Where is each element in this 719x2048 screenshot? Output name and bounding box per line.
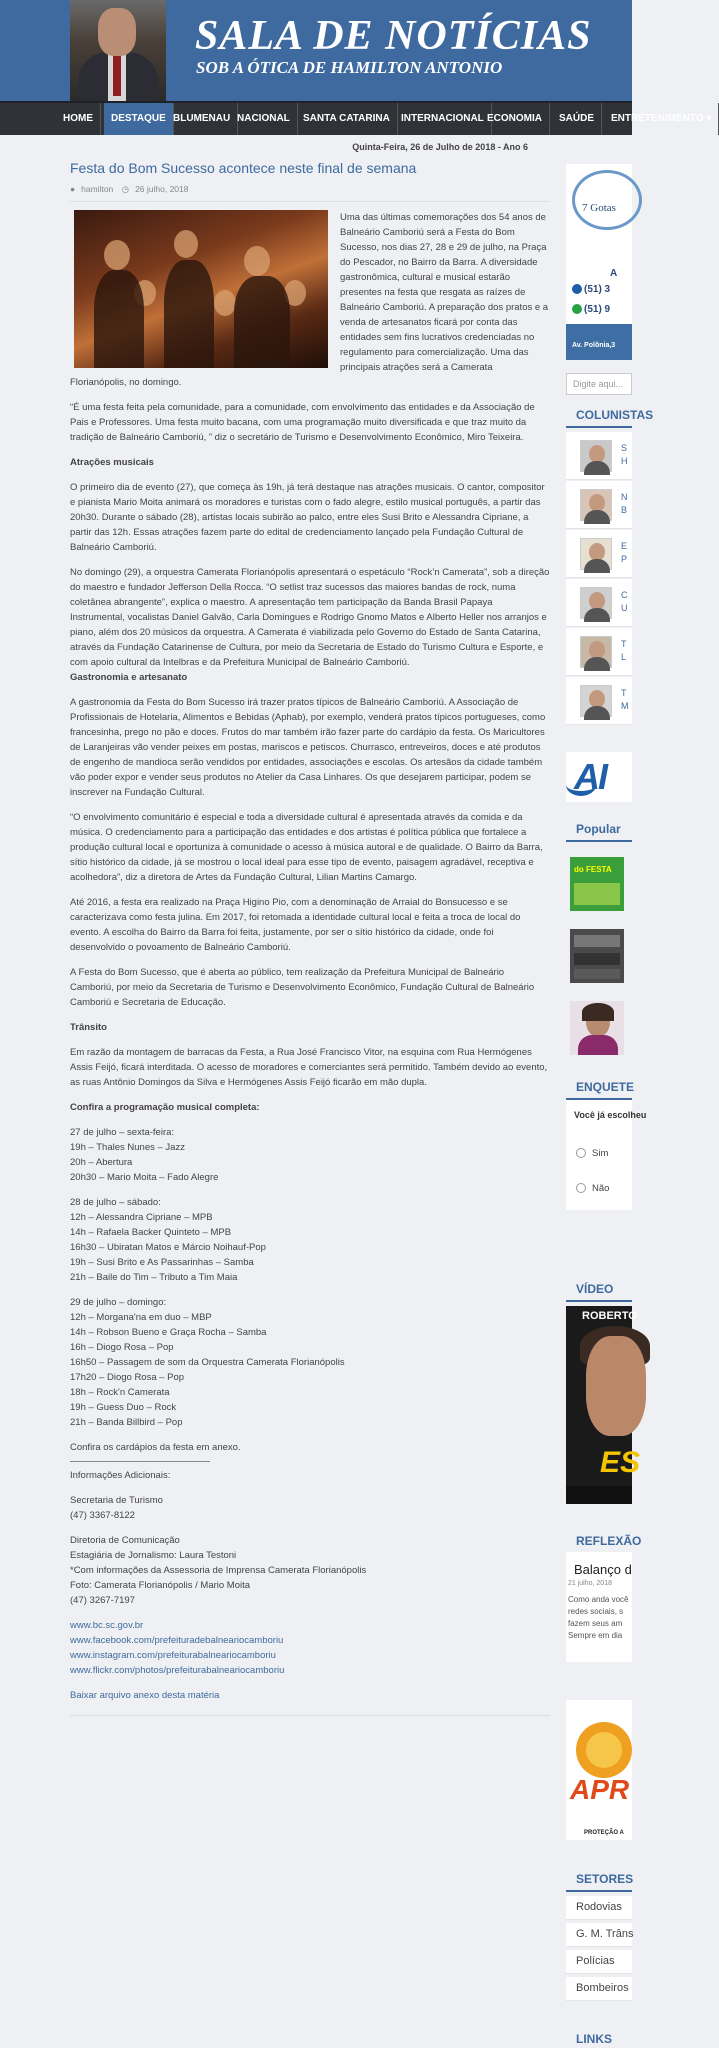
contact-block-2 [70,1533,550,1608]
ad-address: Av. Polônia,3 [572,342,616,349]
text-line: 17h20 – Diogo Rosa – Pop [70,1372,185,1383]
video-title: VÍDEO [576,1282,614,1296]
article-paragraph: O primeiro dia de evento (27), que começa às 19h, já terá destaque nas atrações musicais. O cantor, compositor e pianista Mario Moita animará os moradores e turistas com o fado alegre, estilo musical português, a partir das 20h30. Durante o sábado (28), artistas locais subirão ao palco, entre eles Susi Brito e Alessandra Cipriane, a partir das 12h. Essas atrações fazem parte do edital de credenciamento lançado pela Fundação Cultural de Balneário Camboriú. [70,482,545,553]
text-line: 19h – Thales Nunes – Jazz [70,1142,185,1153]
external-link[interactable]: www.flickr.com/photos/prefeiturabalneariocamboriu [70,1665,285,1676]
text-line: 14h – Rafaela Backer Quinteto – MPB [70,1227,232,1238]
colunista-item[interactable] [566,579,632,627]
colunista-name: N B [621,492,628,515]
text-line: *Com informações da Assessoria de Imprensa Camerata Florianópolis [70,1565,367,1576]
current-date: Quinta-Feira, 26 de Julho de 2018 - Ano 6 [352,142,528,152]
avatar [580,440,612,472]
divider [70,1715,550,1716]
external-link[interactable]: www.facebook.com/prefeituradebalneariocamboriu [70,1635,284,1646]
article-intro: Uma das últimas comemorações dos 54 anos de Balneário Camboriú será a Festa do Bom Sucesso, nos dias 27, 28 e 29 de julho, na Praça do Pescador, no Bairro da Barra. A diversidade gastronômica, cultural e musical estarão presentes na festa que resgata as raízes de Balneário Camboriú. A preparação dos pratos e a venda de artesanatos ficará por conta das entidades sem fins lucrativos credenciadas no regulamento para comercialização. Uma das principais atrações será a Camerata Florianópolis, no domingo. [70,212,549,388]
nav-item-santa-catarina[interactable]: SANTA CATARINA [296,103,398,135]
avatar [580,587,612,619]
text-line: 29 de julho – domingo: [70,1297,167,1308]
poll-question: Você já escolheu [574,1110,647,1120]
text-line: (47) 3367-8122 [70,1510,135,1521]
article-paragraph: Em razão da montagem de barracas da Festa, a Rua José Francisco Vitor, na esquina com Rua Hermógenes Assis Feijó, ficará interditada. O acesso de moradores e comerciantes será permitido. Também devido ao evento, as ruas Antônio Domingos da Silva e Hermógenes Assis Feijó ficarão em mão dupla. [70,1047,548,1088]
text-line: Foto: Camerata Florianópolis / Mario Moita [70,1580,251,1591]
article-meta [70,184,550,202]
poll-option-label: Sim [592,1148,609,1159]
radio-button[interactable] [576,1148,586,1158]
avatar [580,636,612,668]
external-link[interactable]: www.bc.sc.gov.br [70,1620,144,1631]
schedule-day-1 [70,1125,550,1185]
video-overlay: ES [600,1446,641,1479]
nav-item-destaque[interactable]: DESTAQUE [104,103,174,135]
popular-item[interactable] [570,929,624,983]
colunista-item[interactable] [566,530,632,578]
ad3-text: APR [570,1774,630,1805]
setores-title: SETORES [576,1872,634,1886]
colunistas-title: COLUNISTAS [576,408,654,422]
avatar [580,489,612,521]
text-line: 28 de julho – sábado: [70,1197,161,1208]
text-line: 20h – Abertura [70,1157,133,1168]
ad-brand: 7 Gotas [582,202,616,214]
poll-option-label: Não [592,1183,610,1194]
text-line: 16h – Diogo Rosa – Pop [70,1342,174,1353]
video-label: ROBERTO [582,1310,637,1322]
link-list [70,1618,550,1678]
clock-icon: ◷ [121,184,130,194]
poll-option-nao[interactable] [576,1183,609,1194]
ad-banner-apr[interactable] [566,1700,632,1840]
nav-item-internacional[interactable]: INTERNACIONAL [394,103,492,135]
download-attachment-link[interactable]: Baixar arquivo anexo desta matéria [70,1690,220,1701]
phone-icon [572,284,582,294]
schedule-day-2 [70,1195,550,1285]
search-input[interactable]: Digite aqui... [566,373,632,395]
reflexao-title: REFLEXÃO [576,1534,642,1548]
setor-link[interactable]: Rodovias [566,1896,632,1920]
colunista-item[interactable] [566,432,632,480]
nav-item-home[interactable]: HOME [56,103,101,135]
setor-link[interactable]: Polícias [566,1950,632,1974]
external-link[interactable]: www.instagram.com/prefeiturabalneariocamboriu [70,1650,276,1661]
popular-item[interactable] [570,1001,624,1055]
divider [566,1300,632,1302]
reflexao-item-title[interactable]: Balanço d [574,1562,632,1577]
article-title[interactable]: Festa do Bom Sucesso acontece neste final de semana [70,160,417,176]
text-line: 21h – Baile do Tim – Tributo a Tim Maia [70,1272,238,1283]
article-body [70,210,550,1716]
article-author[interactable]: hamilton [81,184,114,194]
enquete-title: ENQUETE [576,1080,635,1094]
contact-block-1 [70,1493,550,1523]
schedule-day-3 [70,1295,550,1430]
text-line: 21h – Banda Billbird – Pop [70,1417,183,1428]
article-photo [74,210,328,368]
poll-option-sim[interactable] [576,1148,608,1159]
divider [70,1461,210,1462]
popular-title: Popular [576,822,621,836]
colunista-name: S H [621,443,628,466]
article-paragraph: Confira os cardápios da festa em anexo. [70,1442,241,1453]
text-line: 19h – Guess Duo – Rock [70,1402,177,1413]
ad-phone-2: (51) 9 [584,304,611,315]
site-title[interactable]: SALA DE NOTÍCIAS [195,13,592,59]
article-paragraph: Até 2016, a festa era realizado na Praça Higino Pio, com a denominação de Arraial do Bonsucesso e se caracterizava como festa julina. Em 2017, foi retomada a identidade cultural local e feita a troca de local do evento. A escolha do Bairro da Barra foi feita, justamente, por ser o sítio histórico da cidade, onde foi desenvolvido o povoamento de Balneário Camboriú. [70,897,521,953]
divider [566,426,632,428]
article-main [70,160,550,1716]
main-nav [0,101,712,135]
text-line: 12h – Morgana'na em duo – MBP [70,1312,212,1323]
popular-badge: do FESTA [574,865,612,874]
divider [566,1890,632,1892]
ad-logo-icon: AI [574,756,606,797]
text-line: redes sociais, s [568,1607,624,1616]
site-subtitle: SOB A ÓTICA DE HAMILTON ANTONIO [196,58,503,77]
popular-item[interactable] [570,857,624,911]
colunista-name: C U [621,590,628,613]
avatar [580,685,612,717]
text-line: (47) 3267-7197 [70,1595,135,1606]
site-header [0,0,632,101]
section-heading-gastronomia: Gastronomia e artesanato [70,672,188,683]
nav-item-economia[interactable]: ECONOMIA [480,103,550,135]
text-line: 27 de julho – sexta-feira: [70,1127,175,1138]
section-heading-transito: Trânsito [70,1022,107,1033]
ad-banner-7gotas[interactable] [566,164,632,360]
text-line: 14h – Robson Bueno e Graça Rocha – Samba [70,1327,267,1338]
text-line: Como anda você [568,1595,629,1604]
ad-letter: A [610,268,618,279]
text-line: 16h50 – Passagem de som da Orquestra Camerata Florianópolis [70,1357,345,1368]
colunista-name: E P [621,541,628,564]
links-title: LINKS [576,2032,612,2046]
text-line: 19h – Susi Brito e As Passarinhas – Samba [70,1257,254,1268]
text-line: fazem seus am [568,1619,623,1628]
nav-item-blumenau[interactable]: BLUMENAU [166,103,238,135]
article-paragraph: A gastronomia da Festa do Bom Sucesso irá trazer pratos típicos de Balneário Camboriú. A Associação de Profissionais de Hotelaria, Alimentos e Bebidas (Aphab), por exemplo, venderá pratos típicos portugueses, como francesinha, prego no pão e doces. Frutos do mar também irão fazer parte do cardápio da festa. Os Maricultores de Laranjeiras vão vender peixes em postas, mariscos e petiscos. Churrasco, entreveiros, doces e até produtos de engenho de mandioca serão vendidos por entidades, associações e escolas. Os artesãos da cidade também vão poder expor e vender seus produtos no Atelier da Casa Linhares. Os que desejarem participar, podem se inscrever na Fundação Cultural. [70,697,546,798]
reflexao-excerpt [568,1594,648,1642]
nav-item-entretenimento[interactable]: ENTRETENIMENTO ▾ [604,103,719,135]
text-line: Sempre em dia [568,1631,623,1640]
text-line: 18h – Rock'n Camerata [70,1387,170,1398]
colunista-item[interactable] [566,628,632,676]
ad3-sub: PROTEÇÃO A [584,1830,624,1836]
author-portrait [70,0,166,101]
text-line: 16h30 – Ubiratan Matos e Márcio Noihauf-Pop [70,1242,266,1253]
avatar [580,538,612,570]
text-line: Secretaria de Turismo [70,1495,163,1506]
colunista-item[interactable] [566,481,632,529]
text-line: 12h – Alessandra Cipriane – MPB [70,1212,213,1223]
text-line: Estagiária de Jornalismo: Laura Testoni [70,1550,237,1561]
article-quote-1: “É uma festa feita pela comunidade, para a comunidade, com envolvimento das entidades e da Associação de Pais e Professores. Uma festa muito bacana, com uma programação muito diversificada e que traz muito da tradição de Balneário Camboriú, ” diz o secretário de Turismo e Desenvolvimento Econômico, Miro Teixeira. [70,402,535,443]
video-player[interactable] [566,1306,641,1504]
colunista-item[interactable] [566,677,632,725]
info-label: Informações Adicionais: [70,1470,171,1481]
reflexao-date: 21 julho, 2018 [568,1580,612,1587]
setor-link[interactable]: G. M. Trâns [566,1923,632,1947]
radio-button[interactable] [576,1183,586,1193]
divider [566,840,632,842]
article-paragraph: A Festa do Bom Sucesso, que é aberta ao público, tem realização da Prefeitura Municipal de Balneário Camboriú, por meio da Secretaria de Turismo e Desenvolvimento Econômico, Fundação Cultural de Balneário Camboriú e Secretaria de Educação. [70,967,535,1008]
text-line: 20h30 – Mario Moita – Fado Alegre [70,1172,219,1183]
colunista-name: T M [621,688,629,711]
section-heading-atracoes: Atrações musicais [70,457,154,468]
nav-item-saúde[interactable]: SAÚDE [552,103,602,135]
ad-phone-1: (51) 3 [584,284,611,295]
section-heading-programacao: Confira a programação musical completa: [70,1102,260,1113]
nav-item-nacional[interactable]: NACIONAL [230,103,298,135]
article-paragraph: No domingo (29), a orquestra Camerata Florianópolis apresentará o espetáculo “Rock’n Camerata”, sob a direção do maestro e fundador Jefferson Della Rocca. “O setlist traz sucessos das maiores bandas de rock, numa coletânea abrangente”, explica o maestro. A apresentação tem participação da Banda Brasil Papaya Instrumental, vocalistas Daniel Galvão, Carla Domingues e Rodrigo Gnomo Matos e Alberto Heller nos arranjos e piano, além dos 20 músicos da orquestra. A Camerata é viabilizada pelo Governo do Estado de Santa Catarina, através da Fundação Catarinense de Cultura, por meio da Secretaria de Estado do Turismo Cultura e Esporte, e com apoio cultural da Intelbras e da Prefeitura Municipal de Balneário Camboriú. [70,567,550,668]
article-quote-2: “O envolvimento comunitário é especial e toda a diversidade cultural é apresentada através da comida e da música. O credenciamento para a participação das entidades e dos artistas é política pública que fortalece a produção cultural local e oportuniza à comunidade o acesso à música autoral e de qualidade. O Bairro da Barra, sítio histórico da cidade, já se mostrou o local ideal para esse tipo de evento, paisagem agradável, receptiva e acolhedora”, diz a diretora de Artes da Fundação Cultural, Lilian Martins Camargo. [70,812,543,883]
text-line: Diretoria de Comunicação [70,1535,180,1546]
setor-link[interactable]: Bombeiros [566,1977,632,2001]
whatsapp-icon [572,304,582,314]
author-icon: ● [70,184,76,194]
colunista-name: T L [621,639,627,662]
article-date: 26 julho, 2018 [135,184,189,194]
ad-banner-logo[interactable] [566,752,632,802]
